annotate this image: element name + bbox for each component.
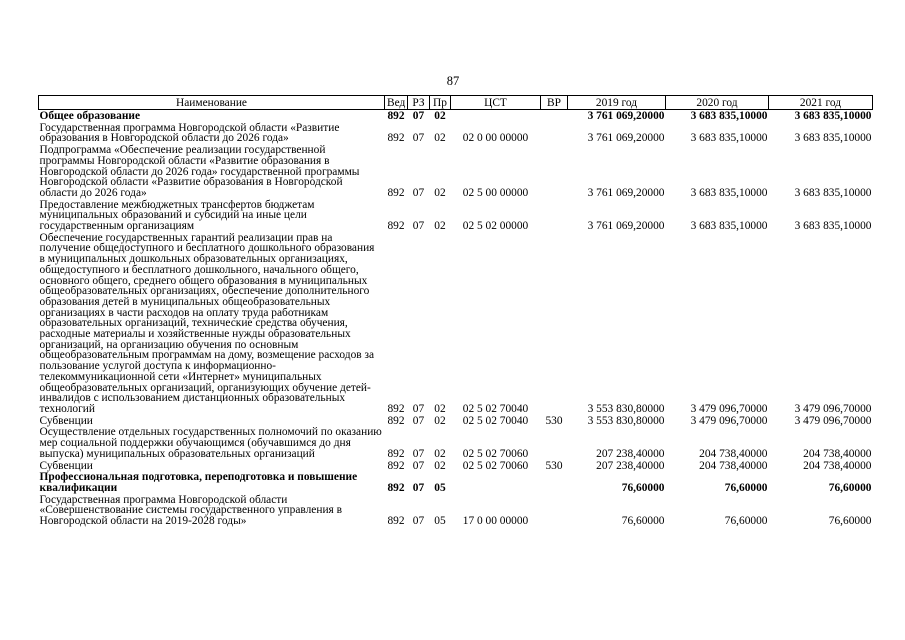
- row-pr: 02: [434, 459, 446, 472]
- header-2019: 2019 год: [568, 96, 666, 110]
- row-vr: [541, 494, 568, 527]
- row-2021: 3 683 835,10000: [794, 220, 872, 233]
- row-ved: 892: [387, 414, 405, 427]
- row-name: Обеспечение государственных гарантий реализации прав на получение общедоступного и бесплатного дошкольного образования в муниципальных дошкольных образовательных организациях, общедоступного и бесплатного дошкольного, начального общего, основного общего, среднего общего образования в муниципальных общеобразовательных организациях, обеспечение дополнительного образования детей в муниципальных общеобразовательных организациях в части расходов на оплату труда работникам образовательных организаций, технические средства обучения, расходные материалы и хозяйственные нужды образовательных организаций, на организацию обучения по основным общеобразовательным программам на дому, возмещение расходов за пользование услугой доступа к информационно-телекоммуникационной сети «Интернет» муниципальных общеобразовательных организаций, организующих обучение детей-инвалидов с использованием дистанционных образовательных технологий: [39, 231, 375, 415]
- row-pr: 02: [434, 132, 446, 145]
- row-2021: 3 683 835,10000: [794, 186, 872, 199]
- row-2021: 204 738,40000: [803, 447, 872, 460]
- table-row: [39, 415, 873, 427]
- row-cst: 02 5 00 00000: [462, 186, 529, 199]
- row-ved: 892: [387, 481, 405, 494]
- row-2020: 204 738,40000: [699, 447, 768, 460]
- row-pr: 02: [434, 414, 446, 427]
- row-vr: 530: [545, 414, 563, 427]
- table-row: [39, 232, 873, 415]
- row-name: Общее образование: [39, 110, 141, 122]
- row-vr: [541, 144, 568, 199]
- row-2019: 3 553 830,80000: [587, 414, 665, 427]
- row-cst: 02 5 02 70040: [462, 402, 529, 415]
- row-ved: 892: [387, 447, 405, 460]
- row-2019: 207 238,40000: [596, 447, 665, 460]
- table-row: [39, 471, 873, 493]
- row-name: Осуществление отдельных государственных полномочий по оказанию мер социальной поддержки обучающимся (обучавшимся до дня выпуска) муниципальных образовательных организаций: [39, 426, 382, 460]
- row-2021: 3 479 096,70000: [794, 402, 872, 415]
- header-cst: ЦСТ: [451, 96, 541, 110]
- row-2019: 3 761 069,20000: [587, 110, 665, 122]
- row-rz: 07: [412, 481, 425, 494]
- row-2019: 76,60000: [621, 481, 665, 494]
- row-pr: 02: [434, 402, 446, 415]
- row-vr: 530: [545, 459, 563, 472]
- row-cst: 02 0 00 00000: [462, 132, 529, 145]
- row-2019: 3 553 830,80000: [587, 402, 665, 415]
- row-cst: 02 5 02 00000: [462, 220, 529, 233]
- row-2020: 3 683 835,10000: [690, 132, 768, 145]
- row-cst: 17 0 00 00000: [462, 515, 529, 528]
- row-pr: 02: [434, 220, 446, 233]
- row-2019: 3 761 069,20000: [587, 132, 665, 145]
- row-cst: 02 5 02 70060: [462, 459, 529, 472]
- row-ved: 892: [387, 515, 405, 528]
- row-2019: 3 761 069,20000: [587, 186, 665, 199]
- budget-table: [38, 95, 873, 527]
- table-header-row: [39, 96, 873, 110]
- row-ved: 892: [387, 110, 405, 122]
- row-2020: 3 683 835,10000: [690, 110, 768, 122]
- row-ved: 892: [387, 220, 405, 233]
- row-rz: 07: [412, 515, 425, 528]
- row-vr: [541, 199, 568, 232]
- table-row: [39, 199, 873, 232]
- row-cst: 02 5 02 70040: [462, 414, 529, 427]
- row-cst: 02 5 02 70060: [462, 447, 529, 460]
- row-2020: 204 738,40000: [699, 459, 768, 472]
- table-row: [39, 144, 873, 199]
- row-2021: 3 683 835,10000: [794, 110, 872, 122]
- row-rz: 07: [412, 220, 425, 233]
- row-2021: 3 479 096,70000: [794, 414, 872, 427]
- row-cst: [451, 471, 541, 493]
- row-rz: 07: [412, 459, 425, 472]
- row-2020: 76,60000: [724, 481, 768, 494]
- header-rz: РЗ: [408, 96, 430, 110]
- row-2021: 76,60000: [828, 515, 872, 528]
- row-name: Подпрограмма «Обеспечение реализации государственной программы Новгородской области «Развитие образования в Новгородской области до 2026 года» государственной программы Новгородской области «Развитие образования в Новгородской области до 2026 года»: [39, 144, 360, 199]
- row-ved: 892: [387, 132, 405, 145]
- table-row: [39, 110, 873, 122]
- row-rz: 07: [412, 402, 425, 415]
- row-ved: 892: [387, 459, 405, 472]
- row-vr: [541, 122, 568, 144]
- header-vr: ВР: [541, 96, 568, 110]
- row-rz: 07: [412, 447, 425, 460]
- row-name: Государственная программа Новгородской области «Совершенствование системы государственного управления в Новгородской области на 2019-2028 годы»: [39, 493, 343, 528]
- row-2021: 3 683 835,10000: [794, 132, 872, 145]
- row-2021: 204 738,40000: [803, 459, 872, 472]
- row-2019: 3 761 069,20000: [587, 220, 665, 233]
- header-pr: Пр: [430, 96, 451, 110]
- row-cst: [451, 110, 541, 122]
- header-name: Наименование: [39, 96, 385, 110]
- table-row: [39, 494, 873, 527]
- row-vr: [541, 110, 568, 122]
- row-name: Государственная программа Новгородской области «Развитие образования в Новгородской области до 2026 года»: [39, 121, 340, 145]
- row-2020: 3 683 835,10000: [690, 186, 768, 199]
- row-name: Субвенции: [39, 414, 93, 427]
- table-body: [39, 110, 873, 527]
- row-pr: 02: [434, 447, 446, 460]
- row-2020: 3 479 096,70000: [690, 414, 768, 427]
- row-2020: 3 479 096,70000: [690, 402, 768, 415]
- header-ved: Вед: [385, 96, 408, 110]
- row-2021: 76,60000: [828, 481, 872, 494]
- row-ved: 892: [387, 402, 405, 415]
- row-pr: 05: [434, 481, 446, 494]
- row-rz: 07: [412, 414, 425, 427]
- row-pr: 02: [434, 110, 446, 122]
- table-row: [39, 122, 873, 144]
- row-2020: 76,60000: [724, 515, 768, 528]
- row-rz: 07: [412, 110, 425, 122]
- row-rz: 07: [412, 132, 425, 145]
- row-vr: [541, 471, 568, 493]
- row-2020: 3 683 835,10000: [690, 220, 768, 233]
- row-name: Субвенции: [39, 459, 93, 472]
- row-rz: 07: [412, 186, 425, 199]
- row-name: Профессиональная подготовка, переподготовка и повышение квалификации: [39, 471, 358, 494]
- row-vr: [541, 426, 568, 459]
- row-name: Предоставление межбюджетных трансфертов бюджетам муниципальных образований и субсидий на иные цели государственным организациям: [39, 198, 315, 233]
- row-pr: 02: [434, 186, 446, 199]
- row-ved: 892: [387, 186, 405, 199]
- row-2019: 207 238,40000: [596, 459, 665, 472]
- row-2019: 76,60000: [621, 515, 665, 528]
- header-2021: 2021 год: [769, 96, 873, 110]
- row-vr: [541, 232, 568, 415]
- page-number: 87: [446, 74, 460, 88]
- table-row: [39, 460, 873, 472]
- header-2020: 2020 год: [666, 96, 769, 110]
- row-pr: 05: [434, 515, 446, 528]
- table-row: [39, 426, 873, 459]
